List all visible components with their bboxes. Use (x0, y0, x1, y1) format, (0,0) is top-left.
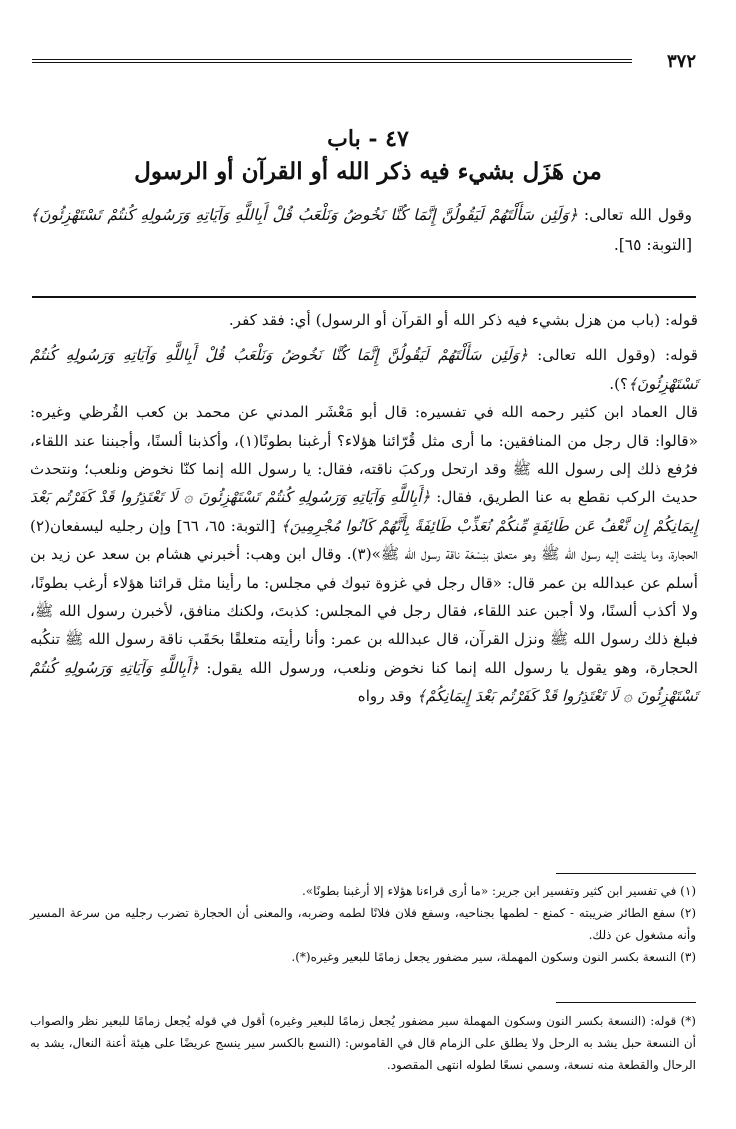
section-divider (32, 296, 696, 298)
editor-notes (30, 1010, 696, 1076)
paragraph-lead: قوله: (وقول الله تعالى: (527, 346, 698, 365)
paragraph (30, 341, 698, 398)
footnote-rule (556, 873, 696, 874)
quran-verse: ﴿أَبِاللَّهِ وَآيَاتِهِ وَرَسُولِهِ كُنتُمْ تَسْتَهْزِئُونَ ۞ لَا تَعْتَذِرُوا قَدْ كَفَرْتُم بَعْدَ إِيمَانِكُمْ إِن نَّعْفُ عَن طَائِفَةٍ مِّنكُمْ نُعَذِّبْ طَائِفَةً بِأَنَّهُمْ كَانُوا مُجْرِمِينَ﴾ (30, 488, 698, 535)
commentary-body (30, 306, 698, 711)
intro-lead: وقول الله تعالى: (577, 206, 692, 224)
quran-verse: ﴿أَبِاللَّهِ وَآيَاتِهِ وَرَسُولِهِ كُنتُمْ تَسْتَهْزِئُونَ ۞ لَا تَعْتَذِرُوا قَدْ كَفَرْتُم بَعْدَ إِيمَانِكُمْ﴾ (30, 658, 698, 706)
footnote: (١) في تفسير ابن كثير وتفسير ابن جرير: «ما أرى قراءنا هؤلاء إلا أرغبنا بطونًا». (301, 884, 696, 898)
paragraph-text: وقد رواه (357, 687, 417, 706)
verse-reference: [التوبة: ٦٥]. (613, 236, 692, 254)
footnote: (٣) النسعة بكسر النون وسكون المهملة، سير مضفور يجعل زمامًا للبعير وغيره(*). (291, 950, 696, 964)
note-rule (556, 1002, 696, 1003)
page-number: ٣٧٢ (666, 51, 696, 72)
footnote: (٢) سفع الطائر ضريبته - كمنع - لطمها بجناحيه، وسفع فلان فلانًا لطمه وضربه، والمعنى أن الحجارة تضرب رجليه من سرعة المسير وأنه مشغول عن ذلك. (30, 906, 696, 942)
chapter-title: من هَزَل بشيء فيه ذكر الله أو القرآن أو الرسول (134, 158, 602, 185)
paragraph-text: [التوبة: ٦٥، ٦٦] وإن رجليه ليسفعان(٢) الحجارة، وما يلتفت إليه رسول الله ﷺ وهو متعلق بنِسْعَة ناقة رسول الله ﷺ»(٣). وقال ابن وهب: أخبرني هشام بن سعد عن زيد بن أسلم عن عبدالله بن عمر قال: «قال رجل في غزوة تبوك في مجلس: ما رأينا مثل قرائنا هؤلاء أرغب بطونًا، ولا أكذب ألسنًا، ولا أجبن عند اللقاء، فقال رجل في المجلس: كذبتَ، ولكنك منافق، لأخبرن رسول الله ﷺ، فبلغ ذلك رسول الله ﷺ ونزل القرآن، قال عبدالله بن عمر: وأنا رأيته متعلقًا بحَقَب ناقة رسول الله ﷺ تنكُبه الحجارة، وهو يقول يا رسول الله إنما كنا نخوض ونلعب، ورسول الله يقول: (30, 516, 698, 677)
header-rule (32, 59, 632, 63)
paragraph-end: ؟). (609, 374, 629, 393)
quran-verse: ﴿وَلَئِن سَأَلْتَهُمْ لَيَقُولُنَّ إِنَّمَا كُنَّا نَخُوضُ وَنَلْعَبُ قُلْ أَبِاللَّهِ وَآيَاتِهِ وَرَسُولِهِ كُنتُمْ تَسْتَهْزِئُونَ﴾ (30, 206, 578, 224)
editor-note: (*) قوله: (النسعة بكسر النون وسكون المهملة سير مضفور يُجعل زمامًا للبعير وغيره) أقول في قوله يُجعل زمامًا للبعير نظر والصواب أن النسعة حبل يشد به الرحل ولا يطلق على الزمام قال في القاموس: (النسع بالكسر سير ينسج عريضًا على هيئة أعنة النعال، يشد به الرحال والقطعة منه نسعة، وسمي نسعًا لطوله انتهى المقصود. (30, 1014, 697, 1072)
intro-text (30, 200, 692, 260)
page-header (32, 50, 696, 74)
paragraph-text: قال العماد ابن كثير رحمه الله في تفسيره: قال أبو مَعْشَر المدني عن محمد بن كعب القُرظي وغيره: «قالوا: قال رجل من المنافقين: ما أرى مثل قُرّائنا هؤلاء؟ أرغبنا بطونًا(١)، وأكذبنا ألسنًا، وأجبننا عند اللقاء، فرُفع ذلك إلى رسول الله ﷺ وقد ارتحل وركبَ ناقته، فقال: يا رسول الله إنما كنّا نخوض ونلعب؛ ونتحدث حديث الركب نقطع به عنا الطريق، فقال: (30, 403, 698, 507)
paragraph: قوله: (باب من هزل بشيء فيه ذكر الله أو القرآن أو الرسول) أي: فقد كفر. (228, 311, 698, 329)
footnotes (30, 880, 696, 968)
paragraph (30, 398, 698, 710)
chapter-number: ٤٧ - باب (327, 126, 409, 152)
quran-verse: ﴿وَلَئِن سَأَلْتَهُمْ لَيَقُولُنَّ إِنَّمَا كُنَّا نَخُوضُ وَنَلْعَبُ قُلْ أَبِاللَّهِ وَآيَاتِهِ وَرَسُولِهِ كُنتُمْ تَسْتَهْزِئُونَ﴾ (30, 346, 698, 393)
